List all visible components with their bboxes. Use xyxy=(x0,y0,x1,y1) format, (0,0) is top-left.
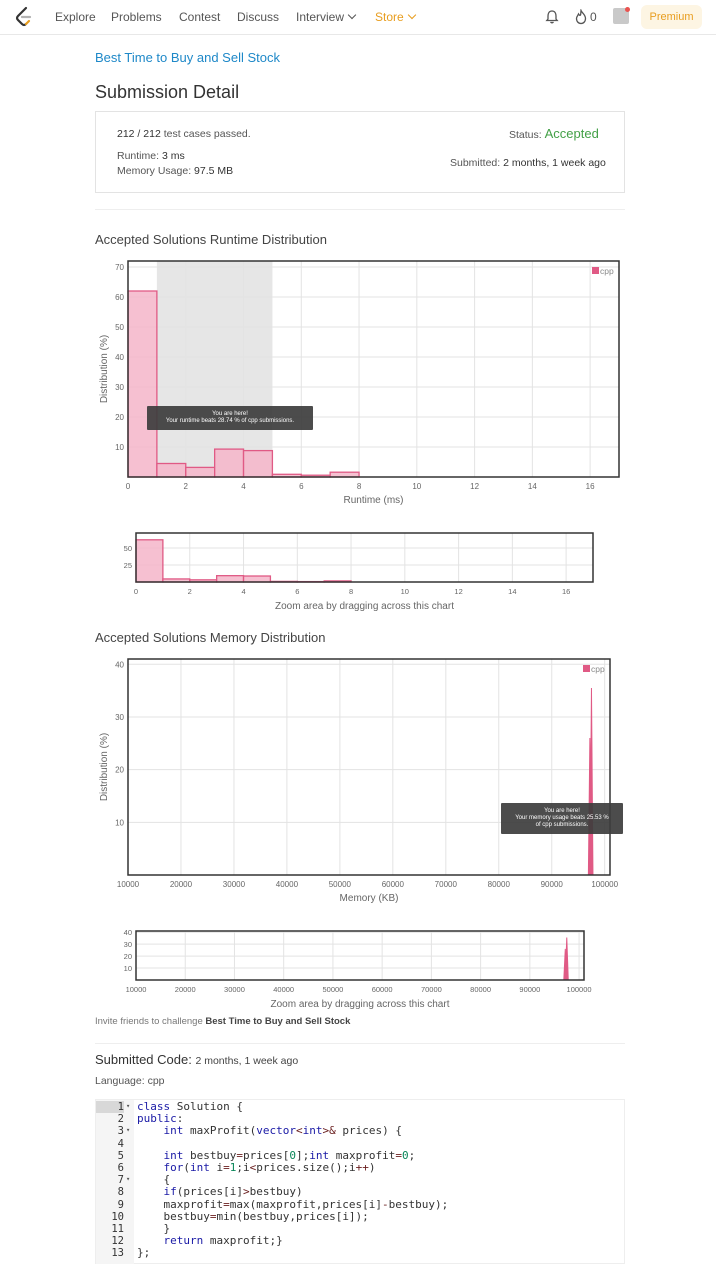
memory-text xyxy=(117,165,233,177)
submitted-label: Submitted: xyxy=(450,157,501,169)
line-number: 8 xyxy=(117,1186,124,1199)
submitted-code-label: Submitted Code: xyxy=(95,1052,192,1067)
x-tick-label: 30000 xyxy=(224,985,245,994)
y-axis-label: Distribution (%) xyxy=(99,334,110,404)
line-number: 5 xyxy=(117,1149,124,1162)
problem-link[interactable]: Best Time to Buy and Sell Stock xyxy=(95,50,280,65)
invite-text xyxy=(95,1016,350,1027)
histogram-bar xyxy=(217,576,244,582)
x-tick-label: 90000 xyxy=(519,985,541,994)
x-tick-label: 80000 xyxy=(487,880,510,889)
memory-charts xyxy=(0,648,716,1014)
code-line[interactable] xyxy=(96,1150,626,1162)
leetcode-logo-icon[interactable] xyxy=(14,6,34,28)
runtime-distribution-title: Accepted Solutions Runtime Distribution xyxy=(95,232,327,247)
line-number: 9 xyxy=(117,1198,124,1211)
x-tick-label: 60000 xyxy=(371,985,393,994)
status-value[interactable]: Accepted xyxy=(544,126,599,141)
legend-label: cpp xyxy=(600,266,614,276)
y-tick-label: 25 xyxy=(123,560,132,570)
code-text: int bestbuy=prices[0];int maxprofit=0; xyxy=(163,1148,416,1162)
x-tick-label: 2 xyxy=(187,587,192,596)
submitted-value: 2 months, 1 week ago xyxy=(503,157,606,169)
language-value: cpp xyxy=(147,1075,165,1087)
x-tick-label: 70000 xyxy=(420,985,442,994)
code-line[interactable] xyxy=(96,1235,626,1247)
invite-prefix: Invite friends to challenge xyxy=(95,1016,203,1027)
x-tick-label: 30000 xyxy=(222,880,246,889)
line-number: 1 xyxy=(96,1101,124,1113)
submitted-code-time: 2 months, 1 week ago xyxy=(195,1055,299,1067)
runtime-label: Runtime: xyxy=(117,150,160,162)
x-axis-label: Runtime (ms) xyxy=(343,495,404,506)
code-text: if(prices[i]>bestbuy) xyxy=(163,1185,303,1199)
legend-swatch xyxy=(592,267,599,274)
nav-interview[interactable] xyxy=(296,10,355,24)
tooltip-text: You are here! xyxy=(544,808,580,814)
streak-count: 0 xyxy=(590,10,597,24)
premium-button[interactable]: Premium xyxy=(641,5,702,29)
x-tick-label: 100000 xyxy=(591,880,619,889)
code-line[interactable] xyxy=(96,1162,626,1174)
line-number: 10 xyxy=(111,1210,124,1223)
runtime-text xyxy=(117,150,185,162)
nav-problems[interactable]: Problems xyxy=(111,10,162,24)
code-text: class Solution { xyxy=(137,1100,243,1113)
x-tick-label: 40000 xyxy=(275,880,299,889)
y-axis-label: Distribution (%) xyxy=(99,732,110,802)
fold-arrow-icon[interactable]: ▾ xyxy=(126,1175,131,1184)
x-tick-label: 12 xyxy=(470,482,480,491)
histogram-bar xyxy=(157,464,186,478)
runtime-value: 3 ms xyxy=(161,150,185,162)
y-tick-label: 60 xyxy=(115,293,124,302)
code-text: bestbuy=min(bestbuy,prices[i]); xyxy=(137,1209,369,1223)
code-line[interactable] xyxy=(96,1125,626,1137)
memory-zoom-chart[interactable] xyxy=(124,928,592,1010)
code-text: { xyxy=(137,1173,171,1187)
y-tick-label: 30 xyxy=(123,940,132,950)
zoom-hint: Zoom area by dragging across this chart xyxy=(275,601,454,612)
y-tick-label: 20 xyxy=(123,952,132,962)
x-tick-label: 14 xyxy=(527,482,537,491)
x-tick-label: 8 xyxy=(348,587,354,596)
code-editor[interactable] xyxy=(95,1099,625,1264)
y-tick-label: 40 xyxy=(115,353,124,362)
code-line[interactable] xyxy=(96,1138,626,1150)
x-tick-label: 14 xyxy=(508,587,517,596)
x-tick-label: 12 xyxy=(454,587,463,596)
x-tick-label: 16 xyxy=(585,482,595,491)
nav-explore[interactable]: Explore xyxy=(55,10,96,24)
plot-frame xyxy=(128,659,610,875)
y-tick-label: 40 xyxy=(115,660,124,670)
legend-swatch xyxy=(583,665,590,672)
x-tick-label: 0 xyxy=(133,587,139,596)
x-tick-label: 4 xyxy=(241,587,246,596)
line-number: 2 xyxy=(117,1113,124,1126)
nav-discuss[interactable]: Discuss xyxy=(237,10,280,24)
histogram-bar xyxy=(128,291,157,477)
x-tick-label: 20000 xyxy=(174,985,196,994)
x-tick-label: 16 xyxy=(561,587,571,596)
nav-interview-label: Interview xyxy=(296,10,345,24)
code-text: return maxprofit;} xyxy=(163,1234,283,1248)
divider xyxy=(95,209,625,210)
code-line[interactable] xyxy=(96,1223,626,1235)
y-tick-label: 50 xyxy=(123,543,132,553)
nav-store-label: Store xyxy=(375,10,404,24)
x-tick-label: 100000 xyxy=(566,985,592,994)
cases-label: test cases passed. xyxy=(163,128,251,140)
invite-problem-link[interactable]: Best Time to Buy and Sell Stock xyxy=(205,1016,351,1027)
language-label: Language: xyxy=(95,1075,145,1087)
tooltip-text: You are here! xyxy=(212,411,248,417)
x-tick-label: 6 xyxy=(295,587,300,596)
code-line[interactable] xyxy=(96,1101,626,1113)
code-line[interactable] xyxy=(96,1211,626,1223)
memory-main-chart[interactable] xyxy=(99,659,623,904)
histogram-bar xyxy=(215,449,244,477)
x-tick-label: 10000 xyxy=(116,880,140,889)
x-tick-label: 20000 xyxy=(169,880,193,889)
top-nav xyxy=(0,0,716,35)
y-tick-label: 40 xyxy=(123,928,132,938)
line-number: 4 xyxy=(117,1137,124,1150)
zoom-hint: Zoom area by dragging across this chart xyxy=(270,999,450,1010)
submitted-text xyxy=(450,157,606,169)
nav-contest[interactable]: Contest xyxy=(179,10,221,24)
test-cases-text xyxy=(117,128,251,140)
bell-icon[interactable] xyxy=(544,9,560,25)
status-text xyxy=(509,126,599,141)
code-line[interactable] xyxy=(96,1113,626,1125)
y-tick-label: 50 xyxy=(115,323,124,332)
y-tick-label: 30 xyxy=(115,712,124,722)
code-line[interactable] xyxy=(96,1186,626,1198)
fold-arrow-icon[interactable]: ▾ xyxy=(126,1102,131,1110)
x-tick-label: 80000 xyxy=(470,985,492,994)
highlight-band xyxy=(157,261,273,477)
x-tick-label: 70000 xyxy=(434,880,457,889)
x-tick-label: 0 xyxy=(125,482,131,491)
code-text: } xyxy=(137,1222,171,1235)
x-tick-label: 6 xyxy=(299,482,304,491)
language-text xyxy=(95,1075,165,1087)
x-tick-label: 90000 xyxy=(540,880,563,889)
submission-summary xyxy=(95,111,625,193)
tooltip-text: Your runtime beats 28.74 % of cpp submissions. xyxy=(165,418,295,424)
plot-frame xyxy=(136,931,584,980)
code-line[interactable] xyxy=(96,1199,626,1211)
runtime-charts xyxy=(0,250,716,620)
y-tick-label: 10 xyxy=(115,818,124,828)
memory-label: Memory Usage: xyxy=(117,165,192,177)
code-text: for(int i=1;i<prices.size();i++) xyxy=(163,1161,376,1174)
y-tick-label: 10 xyxy=(123,964,132,974)
code-text: int maxProfit(vector<int>& prices) { xyxy=(163,1124,402,1138)
x-tick-label: 4 xyxy=(241,482,246,491)
tooltip-text: Your memory usage beats 25.53 % xyxy=(515,815,609,821)
x-tick-label: 8 xyxy=(356,482,362,491)
runtime-zoom-chart[interactable] xyxy=(124,533,593,612)
x-tick-label: 2 xyxy=(183,482,188,491)
code-text: }; xyxy=(137,1246,151,1260)
histogram-bar xyxy=(186,467,215,477)
line-number: 3 xyxy=(117,1125,124,1138)
x-tick-label: 50000 xyxy=(328,880,351,889)
x-axis-label: Memory (KB) xyxy=(339,893,399,904)
cases-passed: 212 / 212 xyxy=(117,128,161,140)
line-number: 12 xyxy=(111,1235,124,1248)
flame-icon[interactable] xyxy=(574,9,588,25)
status-label: Status: xyxy=(509,129,542,141)
line-number: 7 xyxy=(117,1174,124,1187)
x-tick-label: 60000 xyxy=(381,880,404,889)
y-tick-label: 20 xyxy=(115,413,124,422)
histogram-bar xyxy=(244,576,271,582)
x-tick-label: 10 xyxy=(412,482,422,491)
x-tick-label: 10 xyxy=(400,587,409,596)
y-tick-label: 70 xyxy=(115,263,124,272)
chevron-down-icon xyxy=(407,11,415,19)
nav-store[interactable] xyxy=(375,10,415,24)
submitted-code-title xyxy=(95,1052,298,1067)
histogram-bar xyxy=(244,451,273,477)
y-tick-label: 20 xyxy=(115,765,124,775)
x-tick-label: 40000 xyxy=(273,985,295,994)
y-tick-label: 30 xyxy=(115,383,124,392)
code-text: maxprofit=max(maxprofit,prices[i]-bestbuy); xyxy=(137,1197,449,1211)
y-tick-label: 10 xyxy=(115,443,124,452)
fold-arrow-icon[interactable]: ▾ xyxy=(126,1126,131,1135)
divider xyxy=(95,1043,625,1044)
memory-value: 97.5 MB xyxy=(194,165,234,177)
plot-frame xyxy=(136,533,593,582)
code-line[interactable] xyxy=(96,1174,626,1186)
x-tick-label: 50000 xyxy=(322,985,344,994)
notification-dot xyxy=(625,7,630,12)
line-number: 13 xyxy=(111,1247,124,1260)
chevron-down-icon xyxy=(348,11,356,19)
line-number: 6 xyxy=(117,1162,124,1174)
line-number: 11 xyxy=(111,1223,124,1235)
tooltip-text: of cpp submissions. xyxy=(535,822,589,828)
distribution-spike xyxy=(590,688,593,875)
runtime-main-chart[interactable] xyxy=(99,261,619,506)
histogram-bar xyxy=(136,540,163,582)
legend-label: cpp xyxy=(591,664,605,674)
code-line[interactable] xyxy=(96,1247,626,1259)
code-text: public: xyxy=(137,1112,184,1126)
page-title: Submission Detail xyxy=(95,82,240,102)
x-tick-label: 10000 xyxy=(125,985,147,994)
memory-distribution-title: Accepted Solutions Memory Distribution xyxy=(95,630,326,645)
